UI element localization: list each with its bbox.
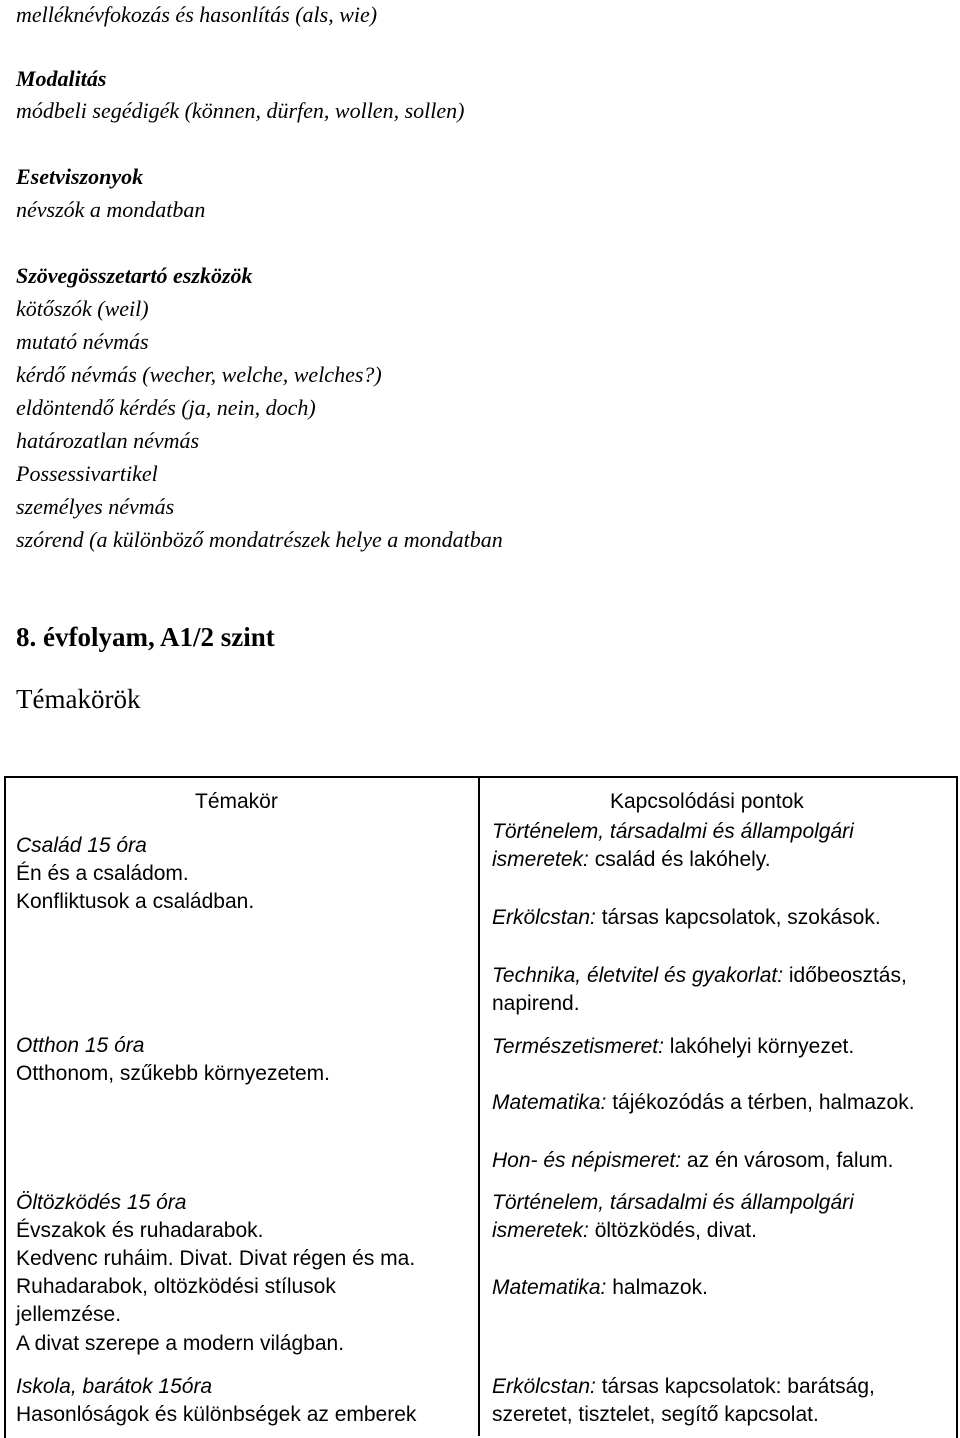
- text-line: módbeli segédigék (können, dürfen, wollen, sollen): [16, 98, 465, 123]
- table-column-divider: [478, 776, 480, 1436]
- text-line: személyes névmás: [16, 494, 175, 519]
- connection-erkolcstan-2: [492, 1373, 875, 1402]
- heading-modalitas: Modalitás: [16, 66, 107, 91]
- topic-title-csalad: Család 15 óra: [16, 834, 147, 857]
- connection-text: időbeosztás,: [783, 964, 907, 987]
- text-line: Possessivartikel: [16, 461, 158, 486]
- connection-text: lakóhelyi környezet.: [663, 1035, 855, 1058]
- topics-title: Témakörök: [16, 684, 141, 714]
- subject-name: Hon- és népismeret:: [492, 1149, 682, 1172]
- topic-line: Kedvenc ruháim. Divat. Divat régen és ma.: [16, 1247, 416, 1270]
- connection-tortenelem-1: [492, 818, 854, 847]
- text-line: névszók a mondatban: [16, 197, 206, 222]
- column-header-kapcsolodasi-pontok: Kapcsolódási pontok: [610, 790, 804, 813]
- subject-name: Matematika:: [492, 1091, 607, 1114]
- connection-matematika-2: [492, 1274, 708, 1303]
- text-line: melléknévfokozás és hasonlítás (als, wie): [16, 2, 378, 27]
- subject-name: ismeretek:: [492, 848, 589, 871]
- subject-name: Erkölcstan:: [492, 1375, 596, 1398]
- text-line: szórend (a különböző mondatrészek helye a mondatban: [16, 527, 503, 552]
- connection-erkolcstan-1: [492, 904, 881, 933]
- text-line: kötőszók (weil): [16, 296, 149, 321]
- topic-line: Konfliktusok a családban.: [16, 890, 255, 913]
- topic-title-otthon: Otthon 15 óra: [16, 1034, 145, 1057]
- text-line: határozatlan névmás: [16, 428, 200, 453]
- text-line: mutató névmás: [16, 329, 149, 354]
- text-line: kérdő névmás (wecher, welche, welches?): [16, 362, 382, 387]
- connection-hon-es-nepismeret: [492, 1147, 894, 1176]
- connection-erkolcstan-2b: szeretet, tisztelet, segítő kapcsolat.: [492, 1403, 819, 1426]
- connection-text: öltözködés, divat.: [588, 1219, 757, 1242]
- connection-technika: [492, 962, 907, 991]
- topic-line: Ruhadarabok, oltözködési stílusok: [16, 1275, 336, 1298]
- topic-line: Évszakok és ruhadarabok.: [16, 1219, 264, 1242]
- topic-line: Én és a családom.: [16, 862, 189, 885]
- connection-tortenelem-2: [492, 1189, 854, 1218]
- connection-tortenelem-2b: [492, 1217, 757, 1246]
- connection-text: társas kapcsolatok: barátság,: [595, 1375, 875, 1398]
- subject-name: Történelem, társadalmi és állampolgári: [492, 1191, 854, 1214]
- connection-text: társas kapcsolatok, szokások.: [595, 906, 881, 929]
- connection-text: az én városom, falum.: [681, 1149, 894, 1172]
- topic-title-oltozkodes: Öltözködés 15 óra: [16, 1191, 187, 1214]
- connection-text: halmazok.: [606, 1276, 708, 1299]
- subject-name: Természetismeret:: [492, 1035, 664, 1058]
- connection-text: tájékozódás a térben, halmazok.: [606, 1091, 915, 1114]
- subject-name: Erkölcstan:: [492, 906, 596, 929]
- column-header-temakor: Témakör: [195, 790, 278, 813]
- text-line: eldöntendő kérdés (ja, nein, doch): [16, 395, 316, 420]
- topic-line: A divat szerepe a modern világban.: [16, 1332, 345, 1355]
- connection-tortenelem-1b: [492, 846, 771, 875]
- subject-name: Matematika:: [492, 1276, 607, 1299]
- connection-termeszetismeret: [492, 1033, 854, 1062]
- topic-line: jellemzése.: [16, 1303, 122, 1326]
- heading-szovegosszetarto: Szövegösszetartó eszközök: [16, 263, 253, 288]
- heading-esetviszonyok: Esetviszonyok: [16, 164, 144, 189]
- subject-name: Történelem, társadalmi és állampolgári: [492, 820, 854, 843]
- connection-text: család és lakóhely.: [588, 848, 771, 871]
- connection-technika-2: napirend.: [492, 992, 580, 1015]
- topic-title-iskola: Iskola, barátok 15óra: [16, 1375, 213, 1398]
- subject-name: ismeretek:: [492, 1219, 589, 1242]
- connection-matematika-1: [492, 1089, 915, 1118]
- topic-line: Otthonom, szűkebb környezetem.: [16, 1062, 330, 1085]
- topic-line: Hasonlóságok és különbségek az emberek: [16, 1403, 417, 1426]
- subject-name: Technika, életvitel és gyakorlat:: [492, 964, 784, 987]
- grade-title: 8. évfolyam, A1/2 szint: [16, 622, 275, 652]
